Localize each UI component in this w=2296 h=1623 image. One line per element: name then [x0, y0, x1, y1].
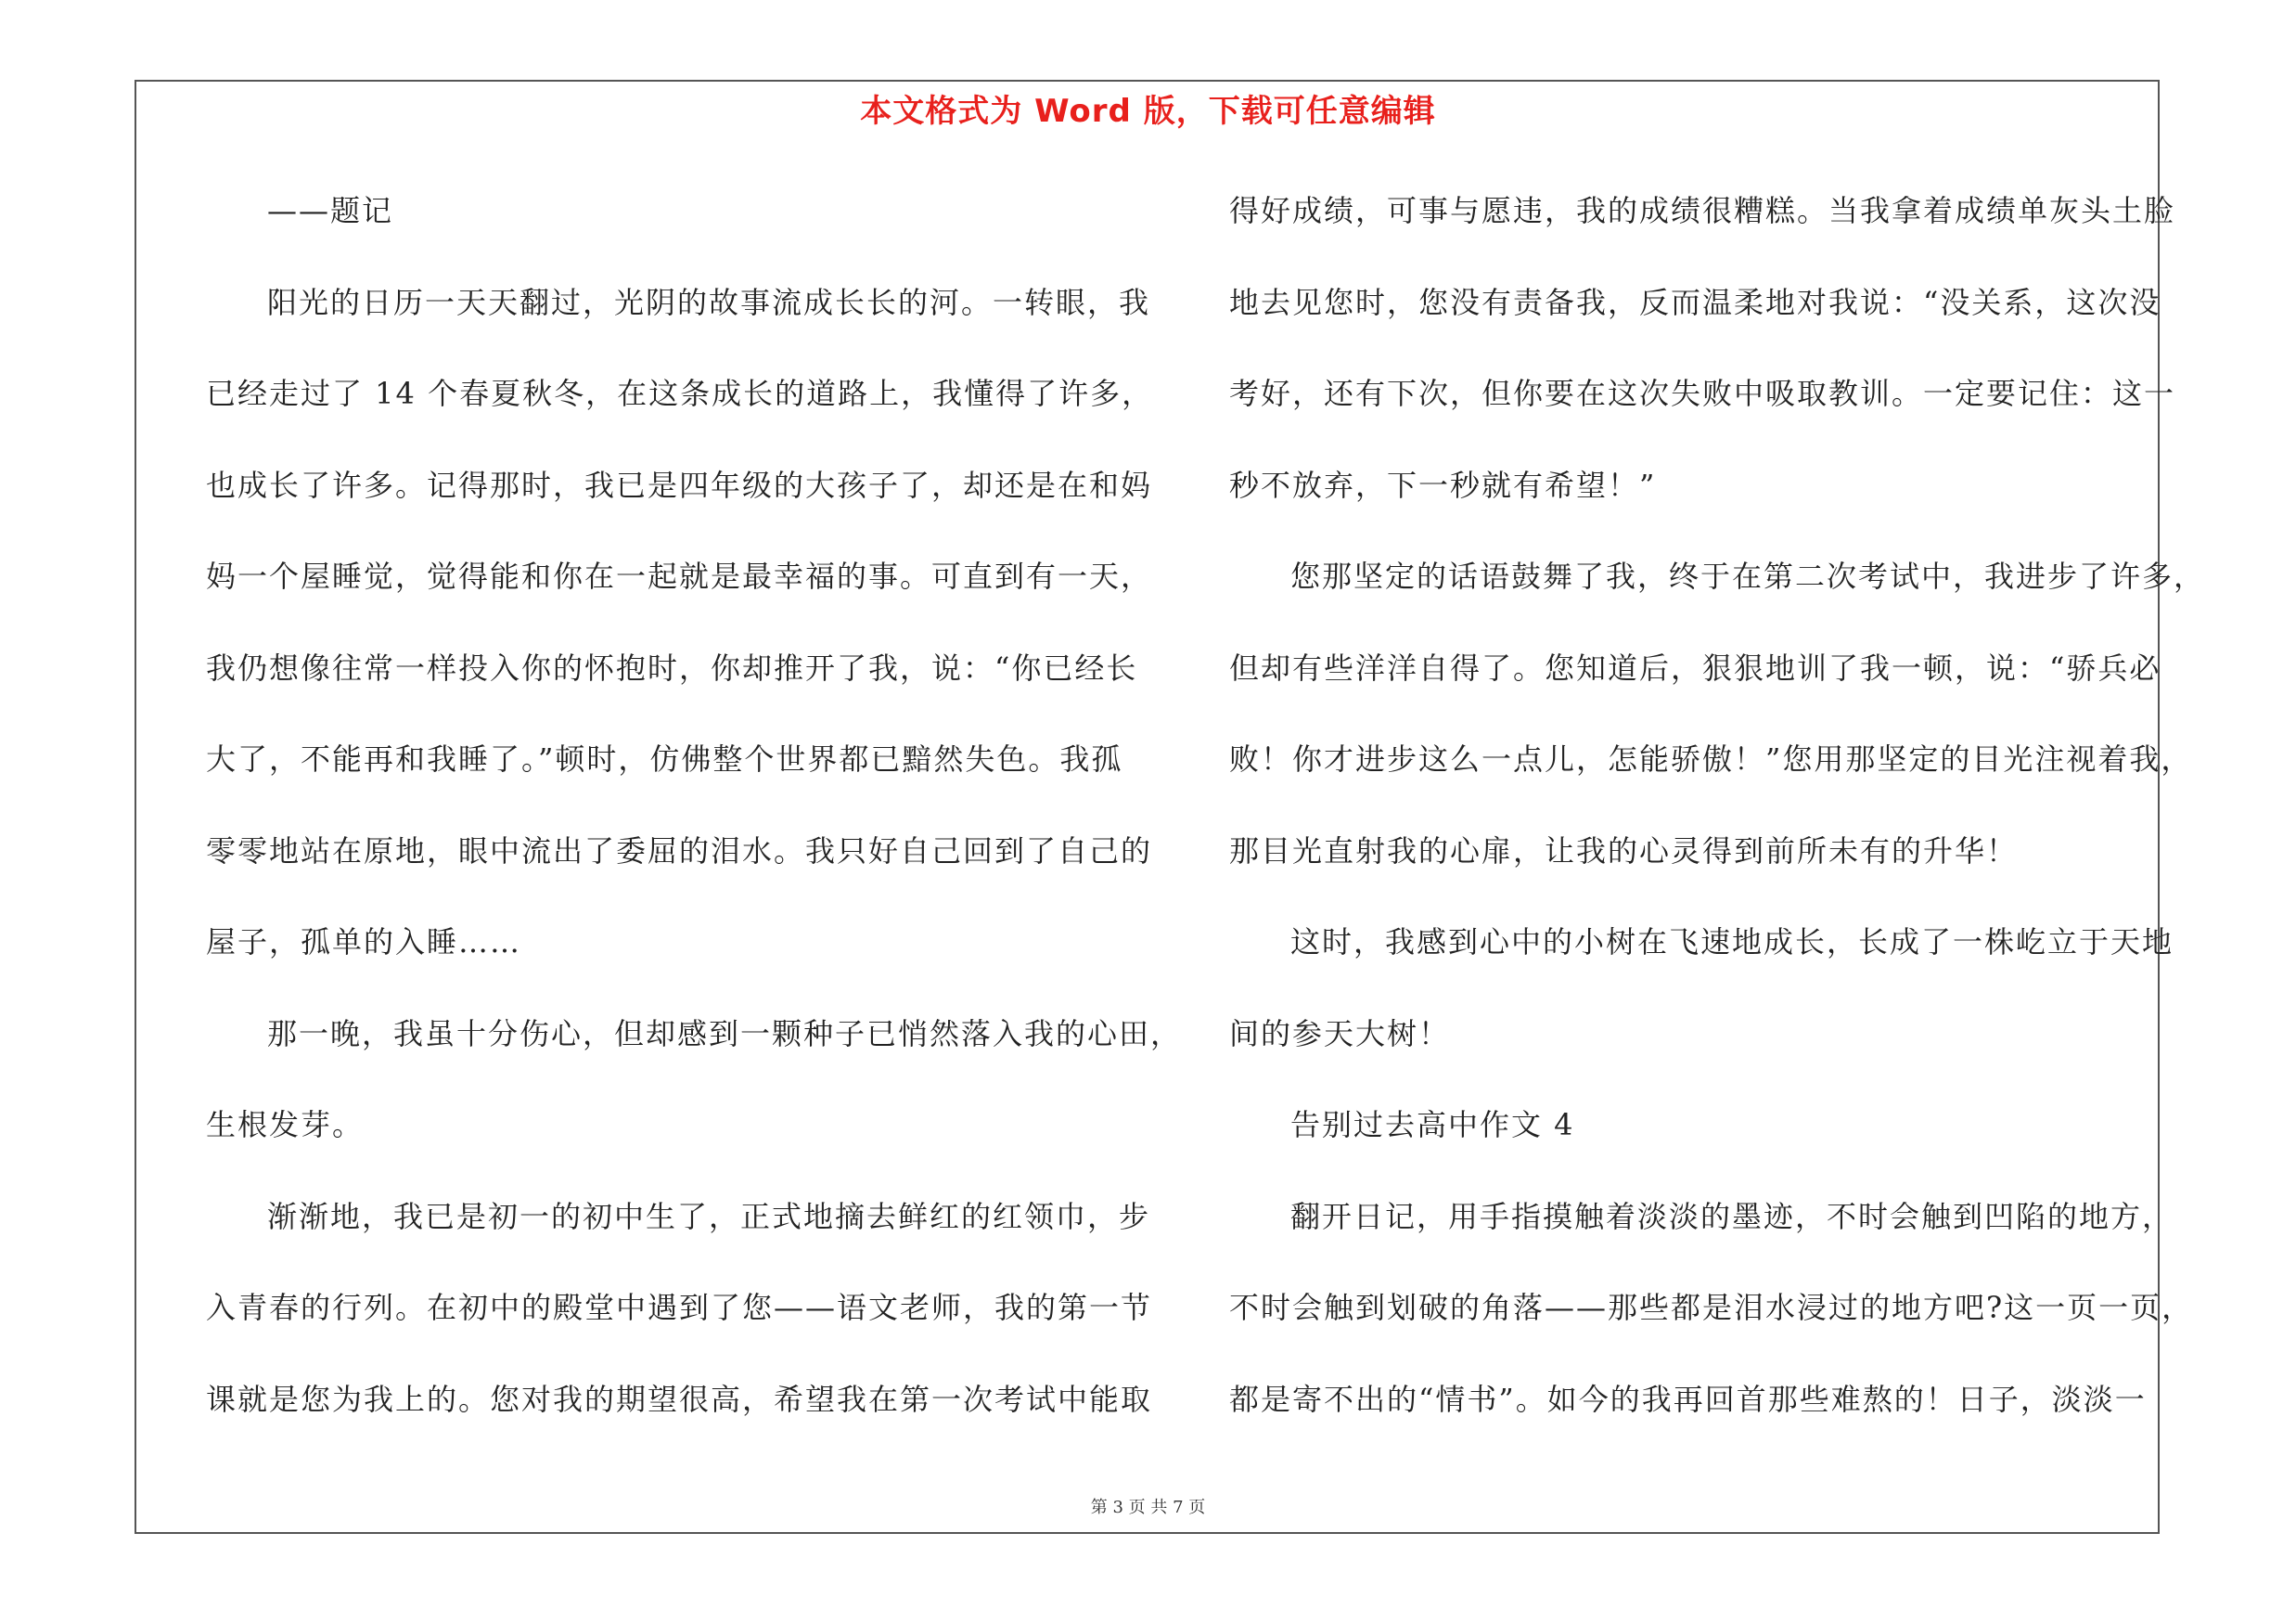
document-header-title: 本文格式为 Word 版，下载可任意编辑 [860, 93, 1436, 130]
text-line: 间的参天大树！ [1229, 1015, 1451, 1051]
section-heading: 告别过去高中作文 4 [1290, 1107, 1575, 1142]
text-line: 入青春的行列。在初中的殿堂中遇到了您——语文老师，我的第一节 [206, 1290, 1153, 1325]
text-line: 那一晚，我虽十分伤心，但却感到一颗种子已悄然落入我的心田， [267, 1015, 1183, 1051]
text-line: 秒不放弃，下一秒就有希望！” [1229, 467, 1657, 503]
text-line: 您那坚定的话语鼓舞了我，终于在第二次考试中，我进步了许多， [1290, 559, 2206, 594]
text-line: 地去见您时，您没有责备我，反而温柔地对我说：“没关系，这次没 [1229, 284, 2161, 320]
text-line: 零零地站在原地，眼中流出了委屈的泪水。我只好自己回到了自己的 [206, 832, 1153, 869]
text-line: 也成长了许多。记得那时，我已是四年级的大孩子了，却还是在和妈 [206, 467, 1153, 503]
page-number-footer: 第 3 页 共 7 页 [1090, 1498, 1206, 1517]
text-line: 翻开日记，用手指摸触着淡淡的墨迹，不时会触到凹陷的地方， [1290, 1198, 2174, 1234]
right-text-column [1229, 181, 2206, 1461]
text-line: 渐渐地，我已是初一的初中生了，正式地摘去鲜红的红领巾，步 [267, 1198, 1151, 1234]
text-line: 都是寄不出的“情书”。如今的我再回首那些难熬的！日子，淡淡一 [1229, 1381, 2147, 1417]
text-line: 课就是您为我上的。您对我的期望很高，希望我在第一次考试中能取 [206, 1381, 1153, 1417]
left-text-column [206, 181, 1183, 1461]
text-line: 得好成绩，可事与愿违，我的成绩很糟糕。当我拿着成绩单灰头土脸 [1229, 193, 2176, 228]
text-line: 大了，不能再和我睡了。”顿时，仿佛整个世界都已黯然失色。我孤 [206, 741, 1123, 777]
text-line: 已经走过了 14 个春夏秋冬，在这条成长的道路上，我懂得了许多， [206, 376, 1154, 411]
text-line: 但却有些洋洋自得了。您知道后，狠狠地训了我一顿，说：“骄兵必 [1229, 650, 2161, 686]
text-line: 我仍想像往常一样投入你的怀抱时，你却推开了我，说：“你已经长 [206, 650, 1138, 686]
text-line: 屋子，孤单的入睡…… [206, 924, 522, 960]
text-line: 考好，还有下次，但你要在这次失败中吸取教训。一定要记住：这一 [1229, 376, 2176, 411]
text-line: ——题记 [267, 193, 394, 228]
text-line: 这时，我感到心中的小树在飞速地成长，长成了一株屹立于天地 [1290, 924, 2174, 960]
text-line: 生根发芽。 [206, 1107, 365, 1142]
text-line: 不时会触到划破的角落——那些都是泪水浸过的地方吧?这一页一页， [1229, 1290, 2194, 1325]
text-line: 妈一个屋睡觉，觉得能和你在一起就是最幸福的事。可直到有一天， [206, 559, 1153, 594]
text-line: 败！你才进步这么一点儿，怎能骄傲！”您用那坚定的目光注视着我， [1229, 741, 2193, 777]
text-line: 阳光的日历一天天翻过，光阴的故事流成长长的河。一转眼，我 [267, 284, 1151, 320]
text-line: 那目光直射我的心扉，让我的心灵得到前所未有的升华！ [1229, 832, 2019, 869]
